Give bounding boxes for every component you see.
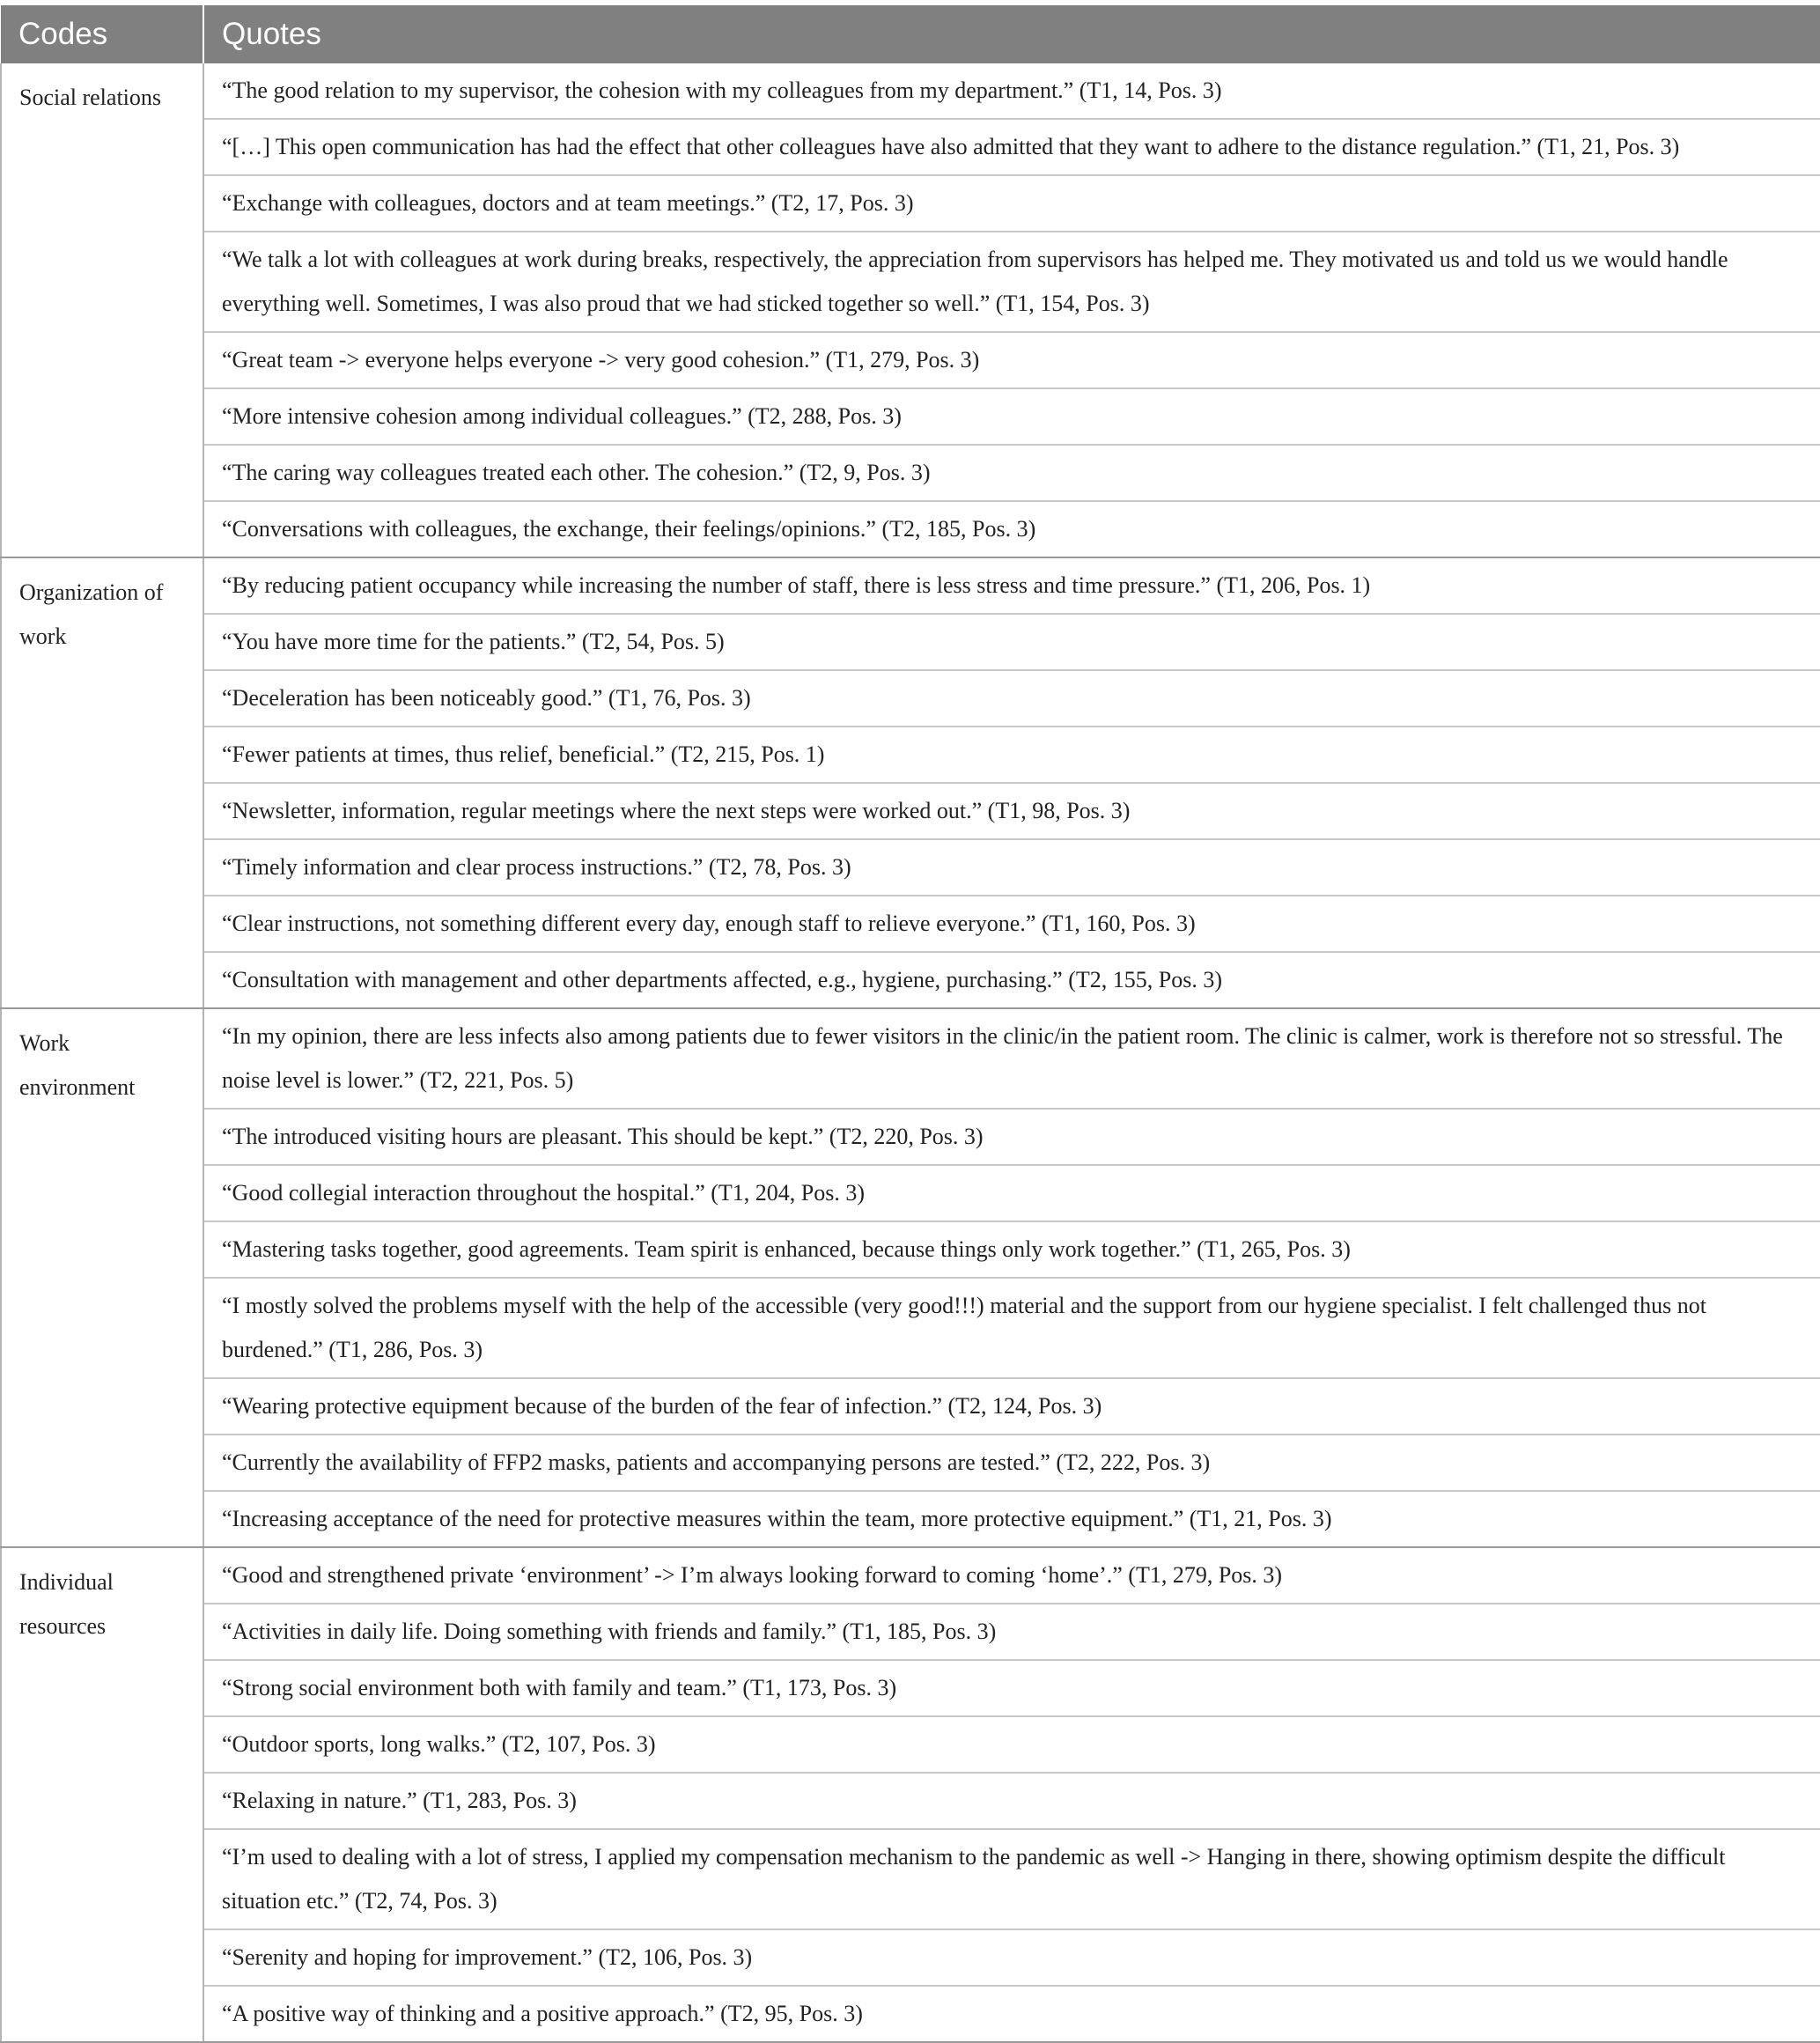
quote-cell: “Activities in daily life. Doing something with friends and family.” (T1, 185, Pos. 3) <box>203 1604 1820 1660</box>
table-row <box>1 445 1820 501</box>
quote-cell: “Consultation with management and other departments affected, e.g., hygiene, purchasing.” (T2, 155, Pos. 3) <box>203 952 1820 1008</box>
quote-cell: “The good relation to my supervisor, the cohesion with my colleagues from my department.” (T1, 14, Pos. 3) <box>203 63 1820 119</box>
quote-cell: “Strong social environment both with family and team.” (T1, 173, Pos. 3) <box>203 1660 1820 1716</box>
quote-cell: “Relaxing in nature.” (T1, 283, Pos. 3) <box>203 1773 1820 1829</box>
quote-cell: “Serenity and hoping for improvement.” (T2, 106, Pos. 3) <box>203 1929 1820 1986</box>
quote-cell: “More intensive cohesion among individual colleagues.” (T2, 288, Pos. 3) <box>203 388 1820 445</box>
table-row <box>1 332 1820 388</box>
quote-cell: “I mostly solved the problems myself with the help of the accessible (very good!!!) material and the support from our hygiene specialist. I felt challenged thus not burdened.” (T1, 286, Pos. 3) <box>203 1278 1820 1378</box>
quote-cell: “Fewer patients at times, thus relief, beneficial.” (T2, 215, Pos. 1) <box>203 726 1820 783</box>
quote-cell: “Currently the availability of FFP2 masks, patients and accompanying persons are tested.” (T2, 222, Pos. 3) <box>203 1435 1820 1491</box>
code-cell: Organization of work <box>1 557 203 1008</box>
table-row <box>1 1165 1820 1221</box>
quote-cell: “A positive way of thinking and a positive approach.” (T2, 95, Pos. 3) <box>203 1986 1820 2042</box>
quote-cell: “The caring way colleagues treated each other. The cohesion.” (T2, 9, Pos. 3) <box>203 445 1820 501</box>
quote-cell: “You have more time for the patients.” (T2, 54, Pos. 5) <box>203 614 1820 670</box>
table-row <box>1 388 1820 445</box>
table-row <box>1 1221 1820 1278</box>
table-row <box>1 501 1820 557</box>
table-row <box>1 614 1820 670</box>
quote-cell: “Conversations with colleagues, the exchange, their feelings/opinions.” (T2, 185, Pos. 3) <box>203 501 1820 557</box>
quote-cell: “In my opinion, there are less infects also among patients due to fewer visitors in the clinic/in the patient room. The clinic is calmer, work is therefore not so stressful. The noise level is lower.” (T2, 221, Pos. 5) <box>203 1008 1820 1109</box>
table-row <box>1 1491 1820 1547</box>
quote-cell: “Outdoor sports, long walks.” (T2, 107, Pos. 3) <box>203 1716 1820 1773</box>
table-row <box>1 952 1820 1008</box>
quote-cell: “I’m used to dealing with a lot of stress, I applied my compensation mechanism to the pandemic as well -> Hanging in there, showing optimism despite the difficult situation etc.” (T2, 74, Pos. 3) <box>203 1829 1820 1929</box>
table-row <box>1 1773 1820 1829</box>
quotes-table-container <box>0 5 1820 2043</box>
quote-cell: “Exchange with colleagues, doctors and at team meetings.” (T2, 17, Pos. 3) <box>203 175 1820 232</box>
quote-cell: “By reducing patient occupancy while increasing the number of staff, there is less stress and time pressure.” (T1, 206, Pos. 1) <box>203 557 1820 614</box>
table-row <box>1 557 1820 614</box>
quote-cell: “Good and strengthened private ‘environment’ -> I’m always looking forward to coming ‘home’.” (T1, 279, Pos. 3) <box>203 1547 1820 1604</box>
table-row <box>1 1604 1820 1660</box>
quote-cell: “Newsletter, information, regular meetings where the next steps were worked out.” (T1, 98, Pos. 3) <box>203 783 1820 839</box>
quote-cell: “[…] This open communication has had the effect that other colleagues have also admitted that they want to adhere to the distance regulation.” (T1, 21, Pos. 3) <box>203 119 1820 175</box>
header-codes: Codes <box>1 5 203 63</box>
table-row <box>1 1278 1820 1378</box>
table-row <box>1 726 1820 783</box>
table-row <box>1 1829 1820 1929</box>
table-row <box>1 670 1820 726</box>
quote-cell: “Wearing protective equipment because of the burden of the fear of infection.” (T2, 124, Pos. 3) <box>203 1378 1820 1435</box>
table-row <box>1 232 1820 332</box>
code-cell: Social relations <box>1 63 203 557</box>
table-header <box>1 5 1820 63</box>
quote-cell: “Increasing acceptance of the need for protective measures within the team, more protective equipment.” (T1, 21, Pos. 3) <box>203 1491 1820 1547</box>
quote-cell: “Good collegial interaction throughout the hospital.” (T1, 204, Pos. 3) <box>203 1165 1820 1221</box>
table-row <box>1 1716 1820 1773</box>
quote-cell: “Clear instructions, not something different every day, enough staff to relieve everyone.” (T1, 160, Pos. 3) <box>203 896 1820 952</box>
table-row <box>1 839 1820 896</box>
table-row <box>1 783 1820 839</box>
table-row <box>1 1986 1820 2042</box>
codes-quotes-table <box>0 5 1820 2043</box>
quote-cell: “Deceleration has been noticeably good.” (T1, 76, Pos. 3) <box>203 670 1820 726</box>
quote-cell: “We talk a lot with colleagues at work during breaks, respectively, the appreciation from supervisors has helped me. They motivated us and told us we would handle everything well. Sometimes, I was also proud that we had sticked together so well.” (T1, 154, Pos. 3) <box>203 232 1820 332</box>
quote-cell: “The introduced visiting hours are pleasant. This should be kept.” (T2, 220, Pos. 3) <box>203 1109 1820 1165</box>
table-body <box>1 63 1820 2042</box>
code-cell: Individual resources <box>1 1547 203 2042</box>
table-row <box>1 119 1820 175</box>
table-row <box>1 1929 1820 1986</box>
table-row <box>1 1547 1820 1604</box>
table-row <box>1 1660 1820 1716</box>
quote-cell: “Mastering tasks together, good agreements. Team spirit is enhanced, because things only work together.” (T1, 265, Pos. 3) <box>203 1221 1820 1278</box>
header-row <box>1 5 1820 63</box>
table-row <box>1 1378 1820 1435</box>
table-row <box>1 175 1820 232</box>
table-row <box>1 1109 1820 1165</box>
table-row <box>1 1008 1820 1109</box>
table-row <box>1 1435 1820 1491</box>
quote-cell: “Timely information and clear process instructions.” (T2, 78, Pos. 3) <box>203 839 1820 896</box>
quote-cell: “Great team -> everyone helps everyone -> very good cohesion.” (T1, 279, Pos. 3) <box>203 332 1820 388</box>
code-cell: Work environment <box>1 1008 203 1547</box>
table-row <box>1 63 1820 119</box>
header-quotes: Quotes <box>203 5 1820 63</box>
table-row <box>1 896 1820 952</box>
